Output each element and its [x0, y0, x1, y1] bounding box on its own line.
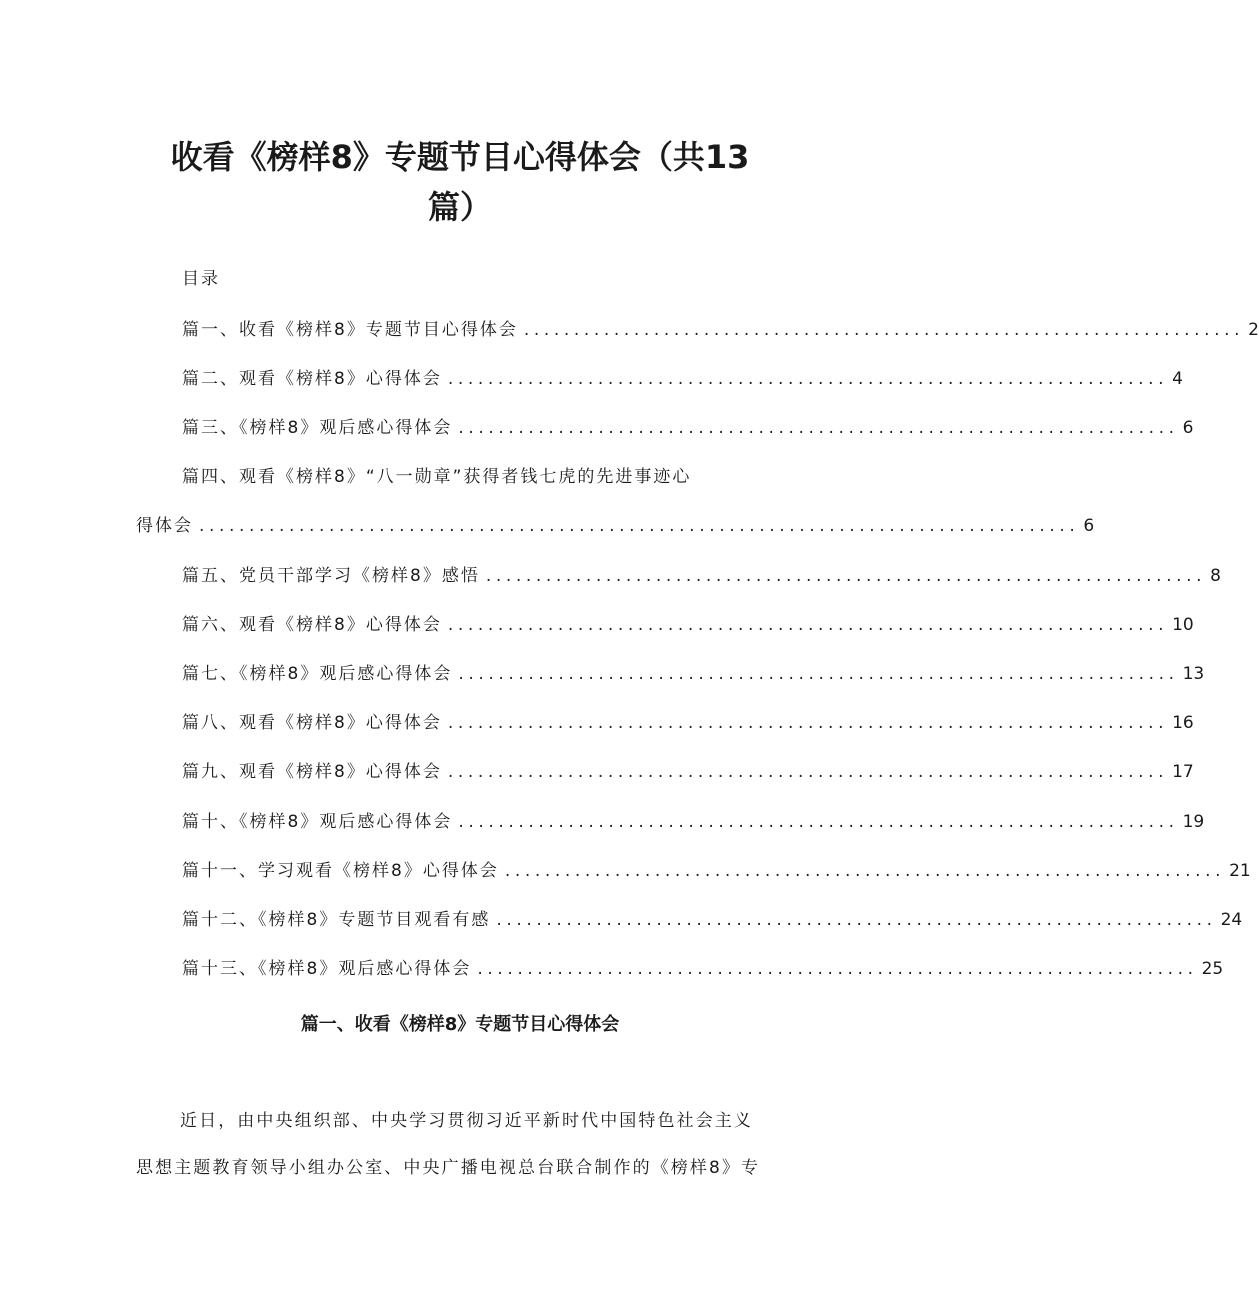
toc-item-title: 篇八、观看《榜样8》心得体会	[182, 713, 442, 733]
toc-item[interactable]	[182, 709, 1194, 737]
toc-item[interactable]	[182, 808, 1205, 836]
toc-leader-dots: ........................................................................	[477, 959, 1198, 979]
toc-leader-dots: ........................................................................................	[199, 516, 1080, 536]
body-text-line: 思想主题教育领导小组办公室、中央广播电视总台联合制作的《榜样8》专	[136, 1158, 761, 1178]
section-heading: 篇一、收看《榜样8》专题节目心得体会	[300, 1014, 620, 1035]
toc-heading: 目录	[182, 269, 220, 289]
toc-leader-dots: ........................................................................	[523, 320, 1245, 340]
toc-item[interactable]	[182, 463, 774, 491]
toc-item[interactable]	[182, 906, 1243, 934]
toc-item-page: 6	[1182, 418, 1194, 438]
toc-item-title: 篇二、观看《榜样8》心得体会	[182, 369, 442, 389]
toc-item-page: 10	[1172, 615, 1194, 635]
toc-item[interactable]	[182, 414, 1194, 442]
toc-item-continuation[interactable]	[136, 512, 1095, 540]
toc-item-title-cont: 得体会	[136, 516, 193, 536]
toc-item-page: 2	[1248, 320, 1259, 340]
toc-leader-dots: ........................................................................	[458, 664, 1179, 684]
toc-item-title: 篇十二、《榜样8》专题节目观看有感	[182, 910, 491, 930]
toc-item[interactable]	[182, 660, 1205, 688]
toc-item-page: 17	[1172, 762, 1194, 782]
toc-item-page: 21	[1229, 861, 1251, 881]
toc-leader-dots: ........................................................................	[447, 369, 1169, 389]
toc-item[interactable]	[182, 758, 1194, 786]
toc-leader-dots: ........................................................................	[447, 762, 1169, 782]
title-line-1: 收看《榜样8》专题节目心得体会（共13	[170, 138, 750, 176]
toc-leader-dots: ........................................................................	[447, 615, 1169, 635]
toc-item-page: 25	[1201, 959, 1224, 979]
toc-item-page: 19	[1182, 812, 1205, 832]
toc-item-page: 6	[1083, 516, 1095, 536]
toc-leader-dots: ........................................................................	[458, 418, 1179, 438]
toc-item-title: 篇一、收看《榜样8》专题节目心得体会	[182, 320, 518, 340]
toc-leader-dots: ........................................................................	[485, 566, 1207, 586]
toc-item-title: 篇十、《榜样8》观后感心得体会	[182, 812, 453, 832]
toc-item[interactable]	[182, 857, 1251, 885]
toc-item-title: 篇四、观看《榜样8》“八一勋章”获得者钱七虎的先进事迹心	[182, 467, 692, 487]
toc-item-page: 24	[1220, 910, 1243, 930]
toc-item[interactable]	[182, 562, 1221, 590]
toc-item[interactable]	[182, 316, 1259, 344]
document-title	[150, 132, 770, 232]
toc-item-title: 篇七、《榜样8》观后感心得体会	[182, 664, 453, 684]
body-text-line: 近日，由中央组织部、中央学习贯彻习近平新时代中国特色社会主义	[180, 1111, 753, 1131]
toc-leader-dots: ........................................................................	[458, 812, 1179, 832]
toc-leader-dots: ........................................................................	[504, 861, 1226, 881]
title-line-2: 篇）	[427, 188, 492, 226]
toc-item-title: 篇九、观看《榜样8》心得体会	[182, 762, 442, 782]
toc-item[interactable]	[182, 611, 1194, 639]
toc-item[interactable]	[182, 955, 1224, 983]
toc-item-page: 16	[1172, 713, 1194, 733]
toc-item-page: 13	[1182, 664, 1205, 684]
toc-item-page: 8	[1210, 566, 1221, 586]
toc-leader-dots: ........................................................................	[447, 713, 1169, 733]
toc-item-title: 篇三、《榜样8》观后感心得体会	[182, 418, 453, 438]
toc-item-title: 篇十三、《榜样8》观后感心得体会	[182, 959, 472, 979]
toc-leader-dots: ........................................................................	[496, 910, 1217, 930]
toc-item-title: 篇十一、学习观看《榜样8》心得体会	[182, 861, 499, 881]
toc-item-title: 篇六、观看《榜样8》心得体会	[182, 615, 442, 635]
toc-item-page: 4	[1172, 369, 1183, 389]
toc-item[interactable]	[182, 365, 1183, 393]
toc-item-title: 篇五、党员干部学习《榜样8》感悟	[182, 566, 480, 586]
